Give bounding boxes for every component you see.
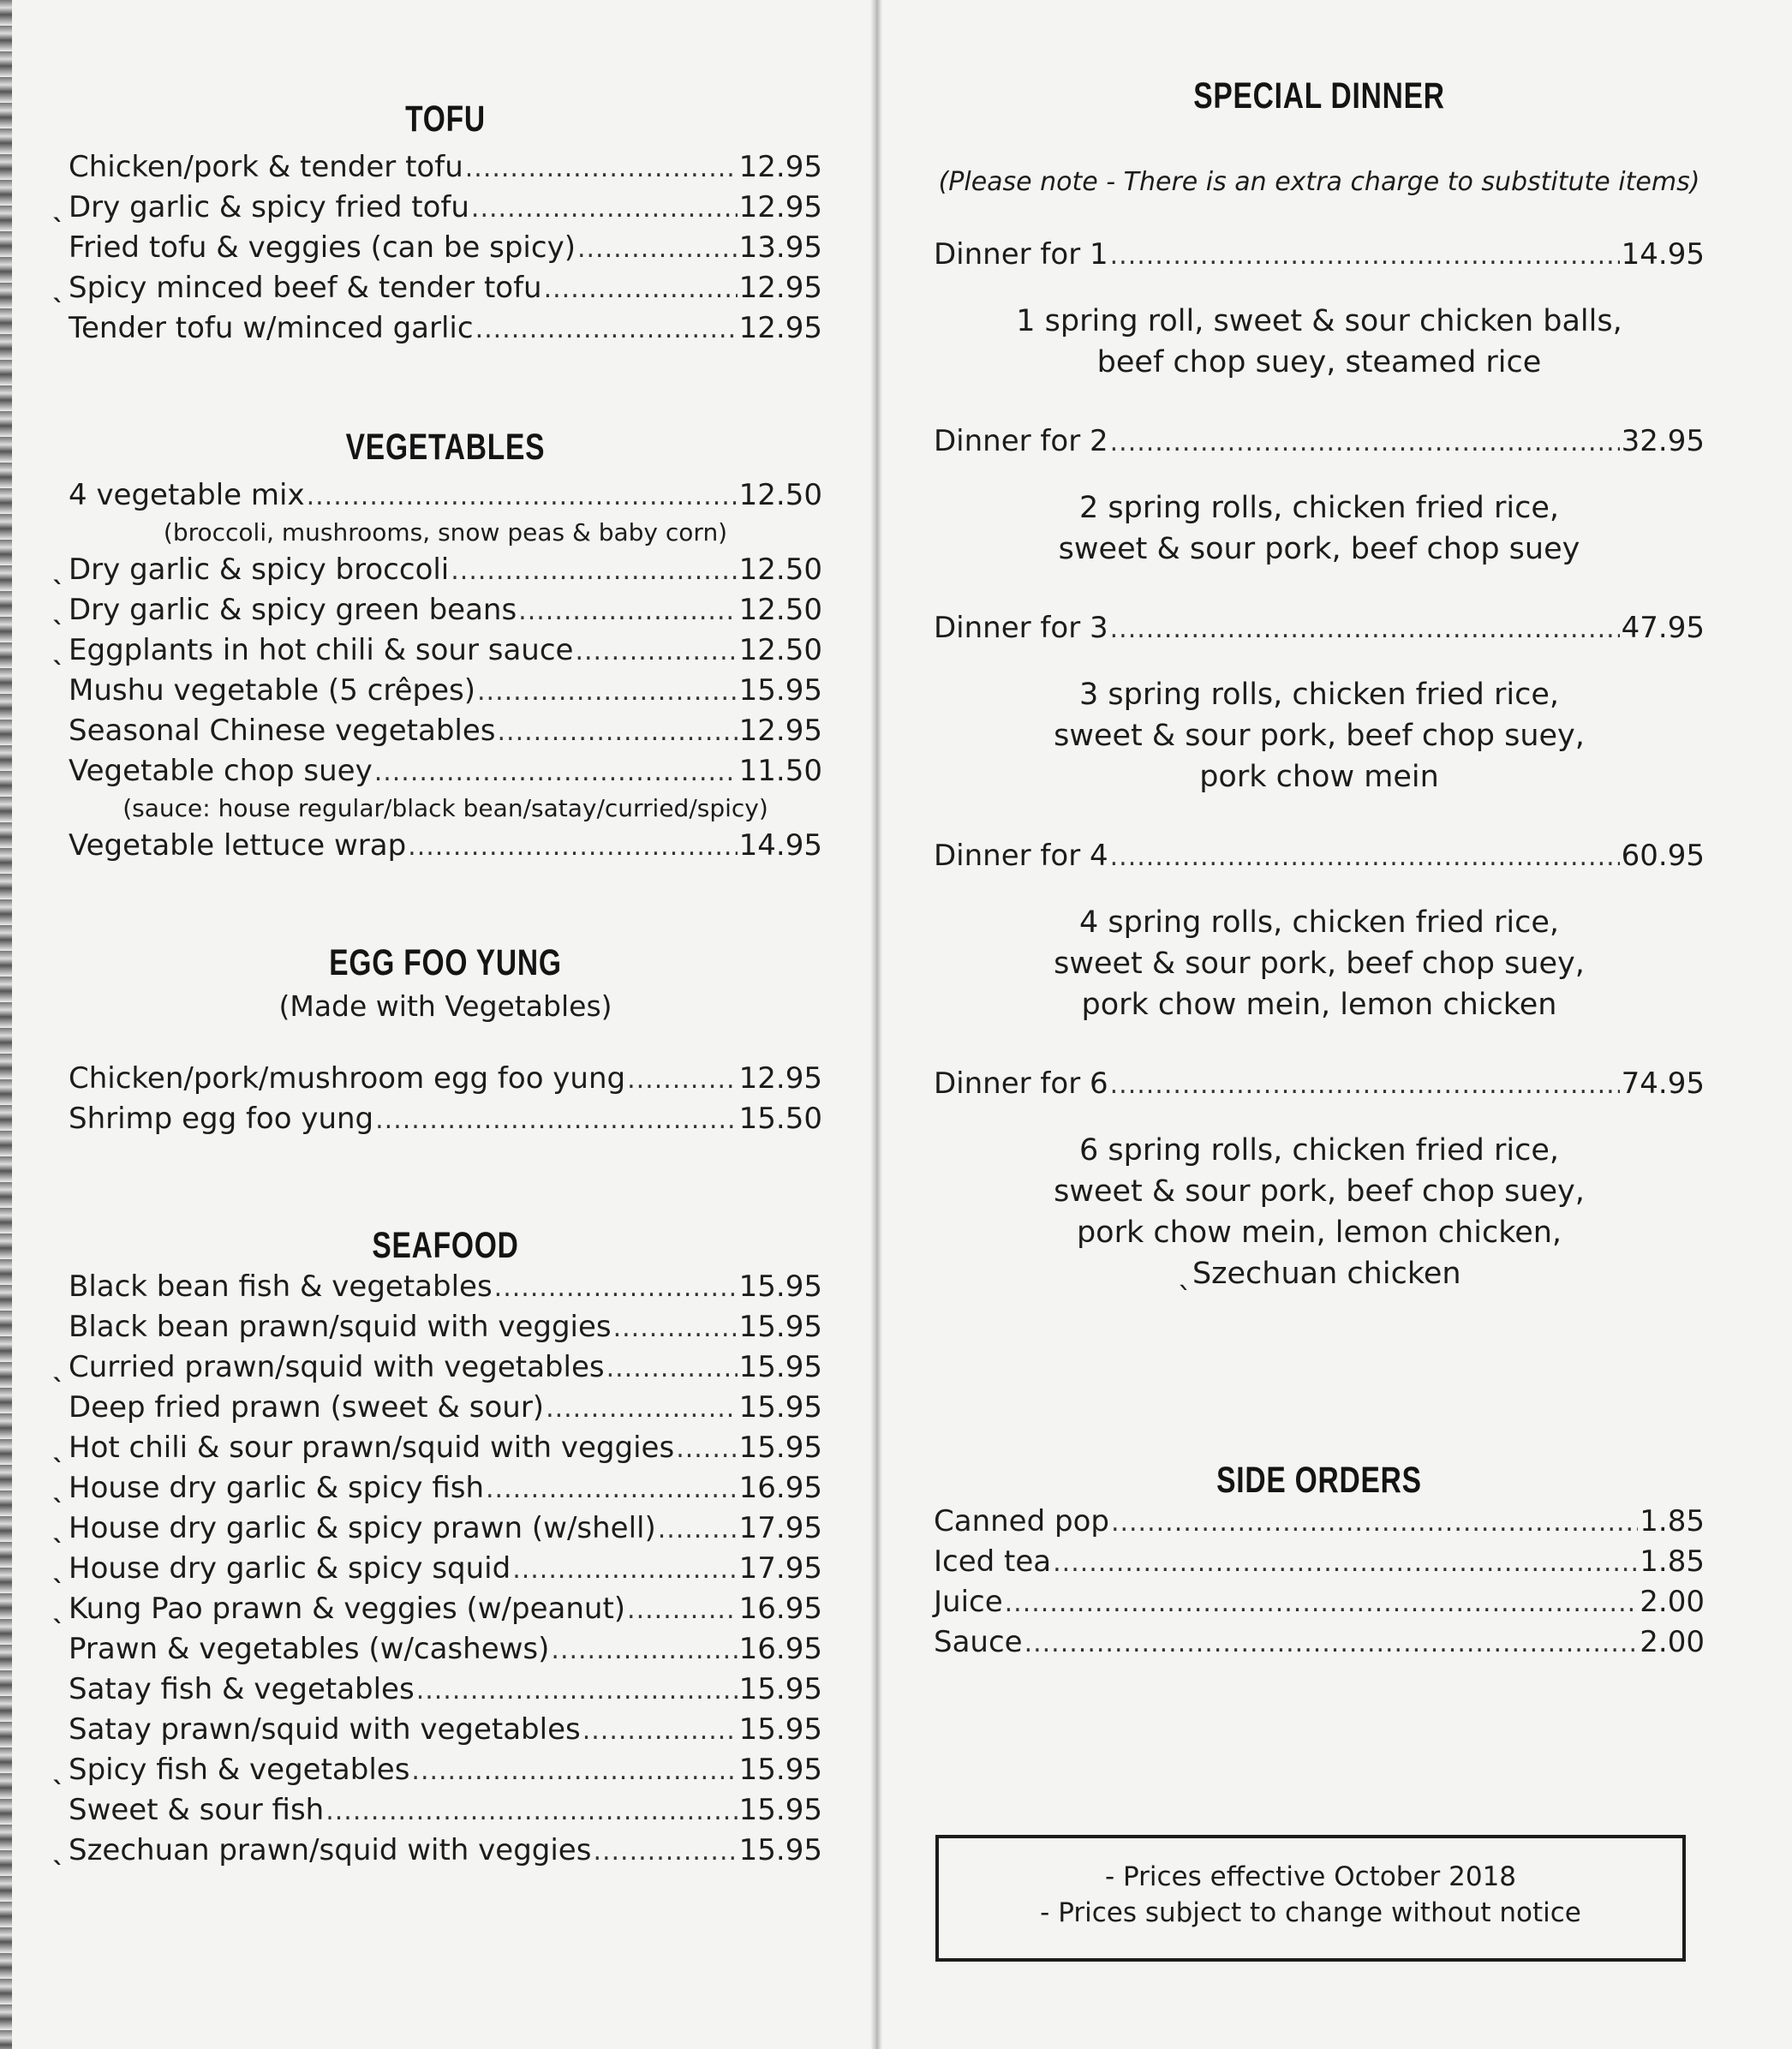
dot-leader [606,1347,738,1389]
dot-leader [1110,608,1620,649]
item-name: Deep fried prawn (sweet & sour) [69,1390,545,1425]
price-notice-line: - Prices subject to change without notice [1040,1897,1581,1928]
item-name: Iced tea [934,1544,1052,1579]
dot-leader [498,711,738,752]
dot-leader [465,147,738,188]
dot-leader [575,630,737,672]
dot-leader [577,228,738,269]
menu-item [69,1670,822,1710]
dot-leader [411,1750,737,1791]
dot-leader [593,1831,737,1872]
menu-item [69,711,822,751]
menu-item [69,1267,822,1307]
dot-leader [451,550,737,591]
item-price: 15.95 [738,1350,822,1384]
spicy-icon: ˎ [52,1514,65,1544]
item-name: Dry garlic & spicy fried tofu [69,190,469,224]
page-edge [0,0,12,2049]
substitution-note: (Please note - There is an extra charge to substitute items) [938,167,1700,197]
item-name: Chicken/pork/mushroom egg foo yung [69,1061,626,1096]
menu-item [52,1750,822,1790]
dinner-name: Dinner for 3 [934,611,1108,645]
dinner-entry [934,608,1705,797]
menu-item [69,147,822,188]
menu-item [52,1428,822,1468]
item-name: Vegetable lettuce wrap [69,828,407,863]
dinner-price: 47.95 [1621,611,1705,645]
section-title-vegetables: VEGETABLES [345,427,546,468]
seafood-items [52,1267,822,1871]
dinner-entry [934,1064,1705,1294]
item-price: 2.00 [1640,1625,1705,1659]
price-notice-box [935,1835,1686,1962]
dot-leader [1110,836,1620,877]
dinner-price: 60.95 [1621,839,1705,873]
menu-item [69,1307,822,1347]
section-title-special-dinner: SPECIAL DINNER [1193,75,1445,116]
dot-leader [518,590,737,631]
item-name: 4 vegetable mix [69,478,305,512]
item-name: Seasonal Chinese vegetables [69,714,496,748]
item-price: 11.50 [738,754,822,788]
dot-leader [1110,235,1620,276]
dinner-entry [934,836,1705,1025]
item-price: 15.95 [738,1269,822,1304]
dot-leader [416,1670,738,1711]
item-price: 15.95 [738,1390,822,1425]
dot-leader [1024,1622,1639,1664]
menu-item [52,1347,822,1388]
item-name: Spicy minced beef & tender tofu [69,271,542,305]
spicy-icon: ˎ [52,555,65,585]
dot-leader [374,751,738,792]
item-price: 12.95 [738,311,822,345]
menu-item [934,1622,1705,1663]
item-name: Curried prawn/squid with vegetables [69,1350,605,1384]
section-tofu [52,99,822,349]
menu-item [69,671,822,711]
menu-item [69,308,822,349]
section-special-dinner [934,75,1705,1294]
menu-item [52,268,822,308]
dinner-price-line [934,836,1705,876]
item-name: Sweet & sour fish [69,1793,325,1827]
menu-item [52,1468,822,1508]
item-name: Juice [934,1585,1003,1619]
item-name: Dry garlic & spicy broccoli [69,553,450,587]
egg-foo-yung-items [69,1059,822,1139]
item-price: 12.95 [738,1061,822,1096]
dot-leader [627,1059,738,1100]
menu-item [52,1831,822,1871]
item-price: 16.95 [738,1632,822,1666]
dot-leader [551,1629,737,1670]
dinner-name: Dinner for 2 [934,424,1108,458]
dot-leader [408,826,738,867]
menu-item [69,475,822,516]
item-name: Fried tofu & veggies (can be spicy) [69,230,576,265]
item-name: Vegetable chop suey [69,754,373,788]
menu-item [69,751,822,792]
dot-leader [307,475,738,517]
spicy-icon: ˎ [52,193,65,223]
dinner-price-line [934,421,1705,462]
section-side-orders [934,1460,1705,1663]
item-name: Satay fish & vegetables [69,1672,415,1706]
menu-item [69,228,822,268]
item-name: Eggplants in hot chili & sour sauce [69,633,574,667]
item-name: Canned pop [934,1504,1109,1538]
dinner-name: Dinner for 1 [934,237,1108,272]
menu-item [934,1502,1705,1542]
dinner-price-line [934,235,1705,275]
dot-leader [613,1307,738,1348]
dinner-description [934,902,1705,1025]
menu-item [52,630,822,671]
dinner-desc-line: 1 spring roll, sweet & sour chicken balls, [1016,304,1622,338]
section-vegetables [52,427,822,866]
dinner-desc-line: 3 spring rolls, chicken fried rice, [1078,678,1560,712]
item-price: 12.95 [738,190,822,224]
section-title-side-orders: SIDE ORDERS [1216,1460,1422,1501]
dinner-description [934,487,1705,570]
dinner-name: Dinner for 6 [934,1066,1108,1101]
menu-item [52,590,822,630]
menu-item [934,1582,1705,1622]
item-name: Mushu vegetable (5 crêpes) [69,673,475,708]
dot-leader [475,308,738,349]
dot-leader [658,1508,738,1550]
item-price: 17.95 [738,1551,822,1586]
dot-leader [544,268,738,309]
dot-leader [471,188,738,229]
item-price: 15.95 [738,1793,822,1827]
dot-leader [375,1099,738,1140]
item-price: 15.95 [738,1672,822,1706]
spicy-icon: ˎ [52,595,65,625]
item-price: 15.95 [738,673,822,708]
dinner-desc-line: 6 spring rolls, chicken fried rice, [1078,1133,1560,1168]
spicy-icon: ˎ [52,1353,65,1383]
dinner-name: Dinner for 4 [934,839,1108,873]
dinner-entry [934,421,1705,570]
dinner-desc-line: ˎSzechuan chicken [1177,1257,1461,1291]
dinner-desc-line: 4 spring rolls, chicken fried rice, [1078,905,1560,940]
menu-item [69,826,822,866]
item-name: Hot chili & sour prawn/squid with veggies [69,1431,675,1465]
section-subtitle: (Made with Vegetables) [278,989,612,1023]
item-price: 1.85 [1640,1544,1705,1579]
dot-leader [494,1267,738,1308]
dinner-description [934,1130,1705,1294]
dinner-entry [934,235,1705,383]
dinner-desc-line: 2 spring rolls, chicken fried rice, [1078,491,1560,525]
dinner-desc-line: sweet & sour pork, beef chop suey [1058,532,1580,566]
dinner-desc-line: sweet & sour pork, beef chop suey, [1054,719,1585,753]
dot-leader [1110,421,1620,463]
spicy-icon: ˎ [52,636,65,666]
item-name: Chicken/pork & tender tofu [69,150,463,184]
menu-item [52,1549,822,1589]
menu-item [69,1388,822,1428]
dot-leader [1053,1542,1638,1583]
section-title-seafood: SEAFOOD [372,1225,519,1266]
item-price: 12.50 [738,633,822,667]
tofu-items [52,147,822,349]
spicy-icon: ˎ [52,1836,65,1866]
item-price: 12.50 [738,553,822,587]
item-name: Prawn & vegetables (w/cashews) [69,1632,550,1666]
dinner-desc-line: beef chop suey, steamed rice [1096,345,1542,379]
dot-leader [676,1428,737,1469]
item-name: Kung Pao prawn & veggies (w/peanut) [69,1592,626,1626]
dot-leader [1111,1502,1638,1543]
menu-item [69,1790,822,1831]
item-price: 12.50 [738,478,822,512]
item-price: 17.95 [738,1511,822,1545]
menu-item [69,1059,822,1099]
item-price: 16.95 [738,1471,822,1505]
item-price: 15.95 [738,1753,822,1787]
dinner-desc-line: pork chow mein, lemon chicken, [1076,1216,1562,1250]
vegetables-items [52,475,822,866]
dinner-price-line [934,1064,1705,1104]
item-name: Black bean prawn/squid with veggies [69,1310,612,1344]
dinner-price-line [934,608,1705,648]
menu-item [52,1589,822,1629]
item-name: Sauce [934,1625,1023,1659]
dot-leader [486,1468,738,1509]
item-name: Szechuan prawn/squid with veggies [69,1833,592,1867]
dot-leader [546,1388,738,1429]
item-price: 14.95 [738,828,822,863]
dinner-price: 74.95 [1621,1066,1705,1101]
item-name: House dry garlic & spicy squid [69,1551,511,1586]
spicy-icon: ˎ [52,1594,65,1624]
item-note: (broccoli, mushrooms, snow peas & baby corn) [163,518,728,547]
item-price: 13.95 [738,230,822,265]
dinner-desc-line: pork chow mein, lemon chicken [1081,988,1557,1022]
dinner-description [934,301,1705,383]
dot-leader [582,1710,738,1751]
menu-item [934,1542,1705,1582]
item-price: 15.50 [738,1102,822,1136]
item-name: Shrimp egg foo yung [69,1102,374,1136]
dot-leader [627,1589,738,1630]
dinner-desc-line: sweet & sour pork, beef chop suey, [1054,947,1585,981]
item-price: 2.00 [1640,1585,1705,1619]
page-fold [870,0,882,2049]
item-price: 12.95 [738,150,822,184]
item-price: 1.85 [1640,1504,1705,1538]
side-orders-items [934,1502,1705,1663]
menu-item [52,188,822,228]
item-price: 16.95 [738,1592,822,1626]
item-price: 12.95 [738,714,822,748]
menu-item [52,1508,822,1549]
item-name: Tender tofu w/minced garlic [69,311,474,345]
item-name: Satay prawn/squid with vegetables [69,1712,581,1747]
section-egg-foo-yung [69,942,822,1139]
menu-item [69,1099,822,1139]
item-name: Black bean fish & vegetables [69,1269,493,1304]
dot-leader [1005,1582,1639,1623]
item-name: Spicy fish & vegetables [69,1753,410,1787]
item-price: 15.95 [738,1833,822,1867]
section-seafood [52,1225,822,1871]
item-name: Dry garlic & spicy green beans [69,593,517,627]
spicy-icon: ˎ [52,1755,65,1785]
section-title-egg-foo-yung: EGG FOO YUNG [329,942,562,983]
item-price: 15.95 [738,1310,822,1344]
dinner-price: 32.95 [1621,424,1705,458]
section-title-tofu: TOFU [405,99,486,140]
dot-leader [326,1790,737,1831]
dot-leader [477,671,738,712]
dinner-desc-line: pork chow mein [1199,760,1439,794]
dot-leader [512,1549,737,1590]
dinner-price: 14.95 [1621,237,1705,272]
menu-item [69,1710,822,1750]
price-notice-line: - Prices effective October 2018 [1104,1861,1517,1892]
menu-item [69,1629,822,1670]
dinner-description [934,674,1705,797]
item-name: House dry garlic & spicy prawn (w/shell) [69,1511,656,1545]
item-price: 12.50 [738,593,822,627]
spicy-icon: ˎ [52,1433,65,1463]
item-price: 15.95 [738,1712,822,1747]
item-name: House dry garlic & spicy fish [69,1471,484,1505]
spicy-icon: ˎ [52,1554,65,1584]
menu-item [52,550,822,590]
dot-leader [1110,1064,1620,1105]
spicy-icon: ˎ [52,1473,65,1503]
item-note: (sauce: house regular/black bean/satay/curried/spicy) [122,794,768,822]
dinner-desc-line: sweet & sour pork, beef chop suey, [1054,1174,1585,1209]
spicy-icon: ˎ [52,273,65,303]
item-price: 12.95 [738,271,822,305]
item-price: 15.95 [738,1431,822,1465]
